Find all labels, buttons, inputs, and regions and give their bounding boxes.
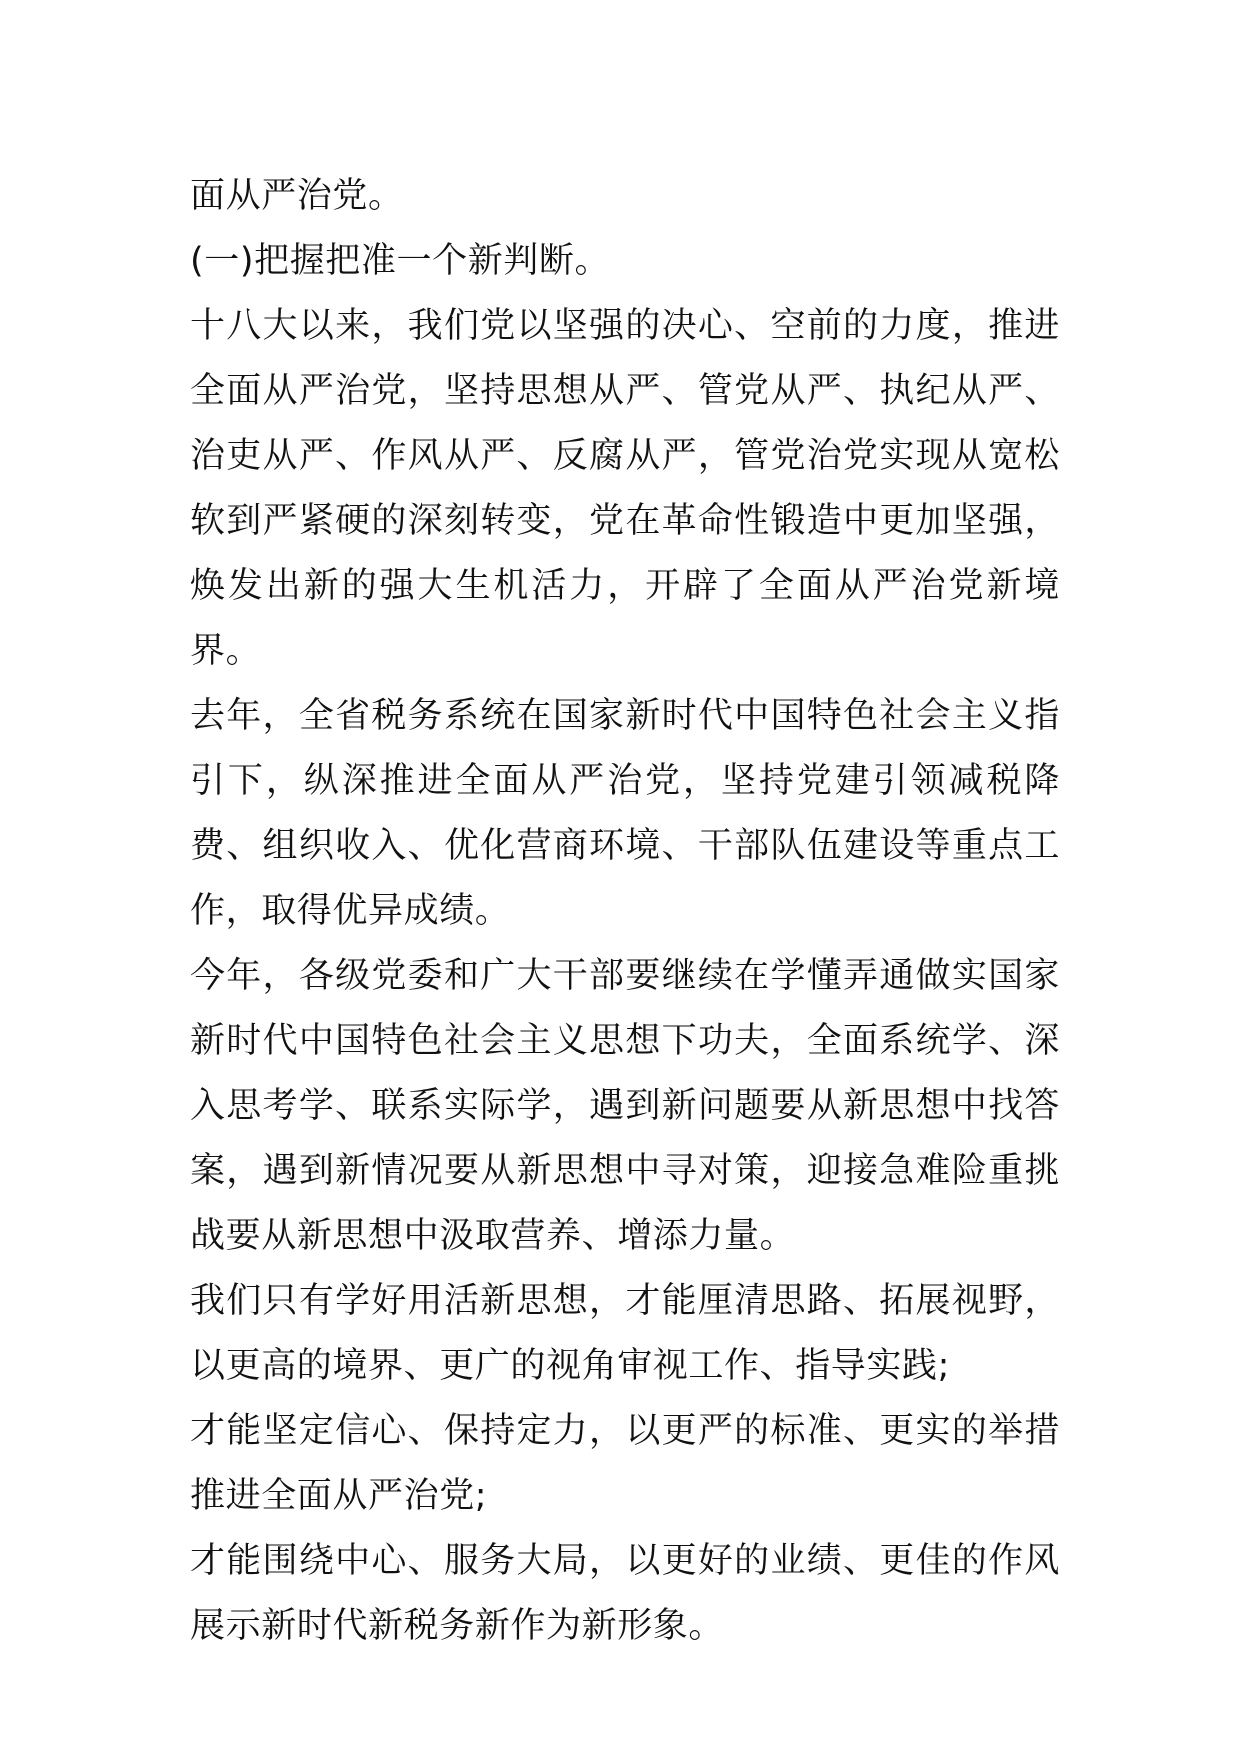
paragraph: 今年，各级党委和广大干部要继续在学懂弄通做实国家新时代中国特色社会主义思想下功夫，全面系统学、深入思考学、联系实际学，遇到新问题要从新思想中找答案，遇到新情况要从新思想中寻对策，迎接急难险重挑战要从新思想中汲取营养、增添力量。 [190,956,1060,1256]
paragraph: 才能坚定信心、保持定力，以更严的标准、更实的举措推进全面从严治党; [190,1411,1060,1516]
paragraph: 去年，全省税务系统在国家新时代中国特色社会主义指引下，纵深推进全面从严治党，坚持党建引领减税降费、组织收入、优化营商环境、干部队伍建设等重点工作，取得优异成绩。 [190,696,1060,931]
paragraph: 我们只有学好用活新思想，才能厘清思路、拓展视野，以更高的境界、更广的视角审视工作、指导实践; [190,1281,1060,1386]
document-body [190,164,1060,1659]
section-heading: (一)把握把准一个新判断。 [190,241,611,281]
paragraph-continuation: 面从严治党。 [190,176,404,216]
paragraph: 十八大以来，我们党以坚强的决心、空前的力度，推进全面从严治党，坚持思想从严、管党从严、执纪从严、治吏从严、作风从严、反腐从严，管党治党实现从宽松软到严紧硬的深刻转变，党在革命性锻造中更加坚强，焕发出新的强大生机活力，开辟了全面从严治党新境界。 [190,306,1060,671]
paragraph: 才能围绕中心、服务大局，以更好的业绩、更佳的作风展示新时代新税务新作为新形象。 [190,1541,1060,1646]
